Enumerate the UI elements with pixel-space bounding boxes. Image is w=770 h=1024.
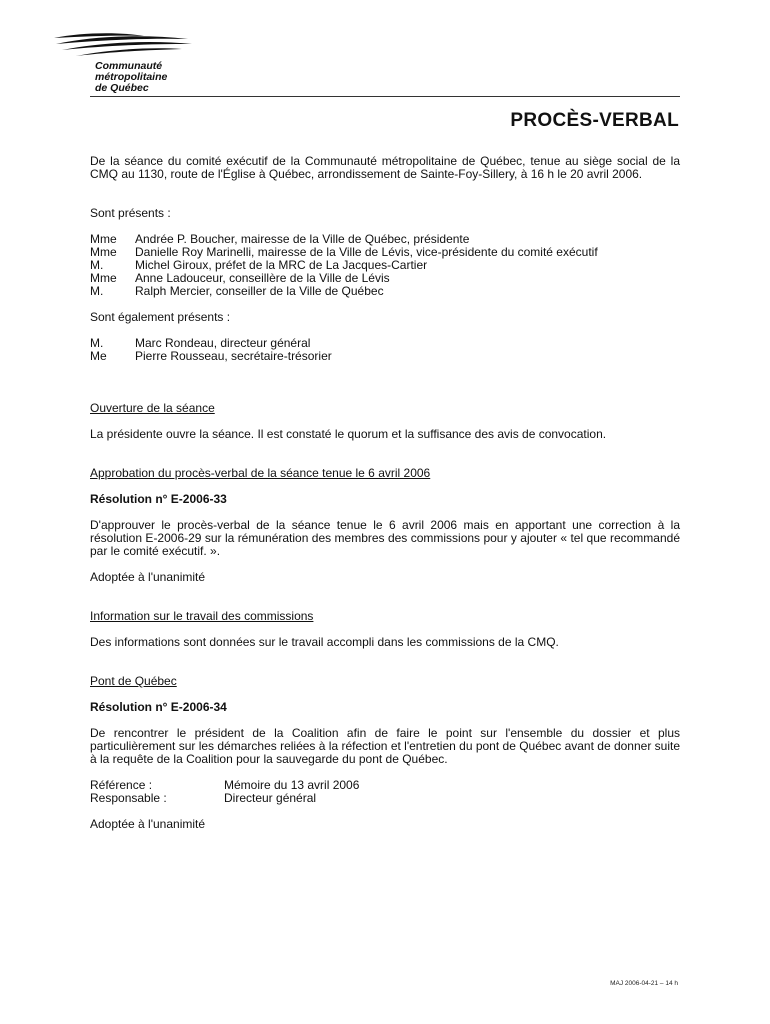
header-divider: [90, 96, 680, 97]
logo-line: métropolitaine: [95, 71, 168, 83]
present-label: Sont présents :: [90, 206, 171, 220]
bridge-paragraph: De rencontrer le président de la Coalition afin de faire le point sur l'ensemble du dossier et plus particulièrement sur les démarches reliées à la réfection et l'entretien du pont de Québec avant de donner suite à la requête de la Coalition pour la sauvegarde du pont de Québec.: [90, 726, 680, 766]
member-title: Mme: [90, 232, 117, 246]
intro-paragraph: De la séance du comité exécutif de la Communauté métropolitaine de Québec, tenue au siège social de la CMQ au 1130, route de l'Église à Québec, arrondissement de Sainte-Foy-Sillery, à 16 h le 20 avril 2006.: [90, 154, 680, 181]
approval-paragraph: D'approuver le procès-verbal de la séance tenue le 6 avril 2006 mais en apportant une correction à la résolution E-2006-29 sur la rémunération des membres des commissions pour y ajouter « tel que recommandé par le comité exécutif. ».: [90, 518, 680, 558]
responsible-value: Directeur général: [224, 791, 317, 805]
section-heading-approval: Approbation du procès-verbal de la séance tenue le 6 avril 2006: [90, 466, 431, 480]
list-item: [90, 285, 598, 298]
list-item: [90, 350, 332, 363]
section-heading-opening: Ouverture de la séance: [90, 401, 215, 415]
member-title: Me: [90, 349, 107, 363]
adopted-note: Adoptée à l'unanimité: [90, 570, 206, 584]
member-title: Mme: [90, 245, 117, 259]
section-heading-bridge: Pont de Québec: [90, 674, 177, 688]
member-title: M.: [90, 258, 104, 272]
member-description: Danielle Roy Marinelli, mairesse de la Ville de Lévis, vice-présidente du comité exécutif: [135, 245, 598, 259]
member-title: M.: [90, 284, 104, 298]
member-description: Andrée P. Boucher, mairesse de la Ville de Québec, présidente: [135, 232, 470, 246]
member-description: Pierre Rousseau, secrétaire-trésorier: [135, 349, 332, 363]
reference-value: Mémoire du 13 avril 2006: [224, 778, 360, 792]
footer-timestamp: MAJ 2006-04-21 – 14 h: [610, 980, 678, 987]
present-members-list: [90, 233, 598, 298]
member-description: Michel Giroux, préfet de la MRC de La Jacques-Cartier: [135, 258, 428, 272]
page-title: PROCÈS-VERBAL: [510, 110, 679, 131]
also-present-members-list: [90, 337, 332, 363]
cmq-logo: [52, 30, 202, 100]
reference-label: Référence :: [90, 778, 153, 792]
member-description: Ralph Mercier, conseiller de la Ville de Québec: [135, 284, 384, 298]
opening-paragraph: La présidente ouvre la séance. Il est constaté le quorum et la suffisance des avis de convocation.: [90, 427, 607, 441]
member-description: Anne Ladouceur, conseillère de la Ville de Lévis: [135, 271, 390, 285]
member-description: Marc Rondeau, directeur général: [135, 336, 311, 350]
member-title: M.: [90, 336, 104, 350]
resolution-number: Résolution n° E-2006-33: [90, 492, 227, 506]
member-title: Mme: [90, 271, 117, 285]
logo-text: [95, 61, 167, 94]
commissions-paragraph: Des informations sont données sur le travail accompli dans les commissions de la CMQ.: [90, 635, 559, 649]
logo-line: de Québec: [95, 82, 149, 94]
logo-line: Communauté: [95, 60, 163, 72]
table-row: [90, 792, 359, 805]
section-heading-commissions: Information sur le travail des commissions: [90, 609, 314, 623]
reference-table: [90, 779, 359, 805]
cmq-swoosh-icon: [52, 30, 202, 62]
resolution-number: Résolution n° E-2006-34: [90, 700, 227, 714]
adopted-note: Adoptée à l'unanimité: [90, 817, 206, 831]
responsible-label: Responsable :: [90, 791, 167, 805]
also-present-label: Sont également présents :: [90, 310, 231, 324]
document-body: [90, 155, 680, 831]
